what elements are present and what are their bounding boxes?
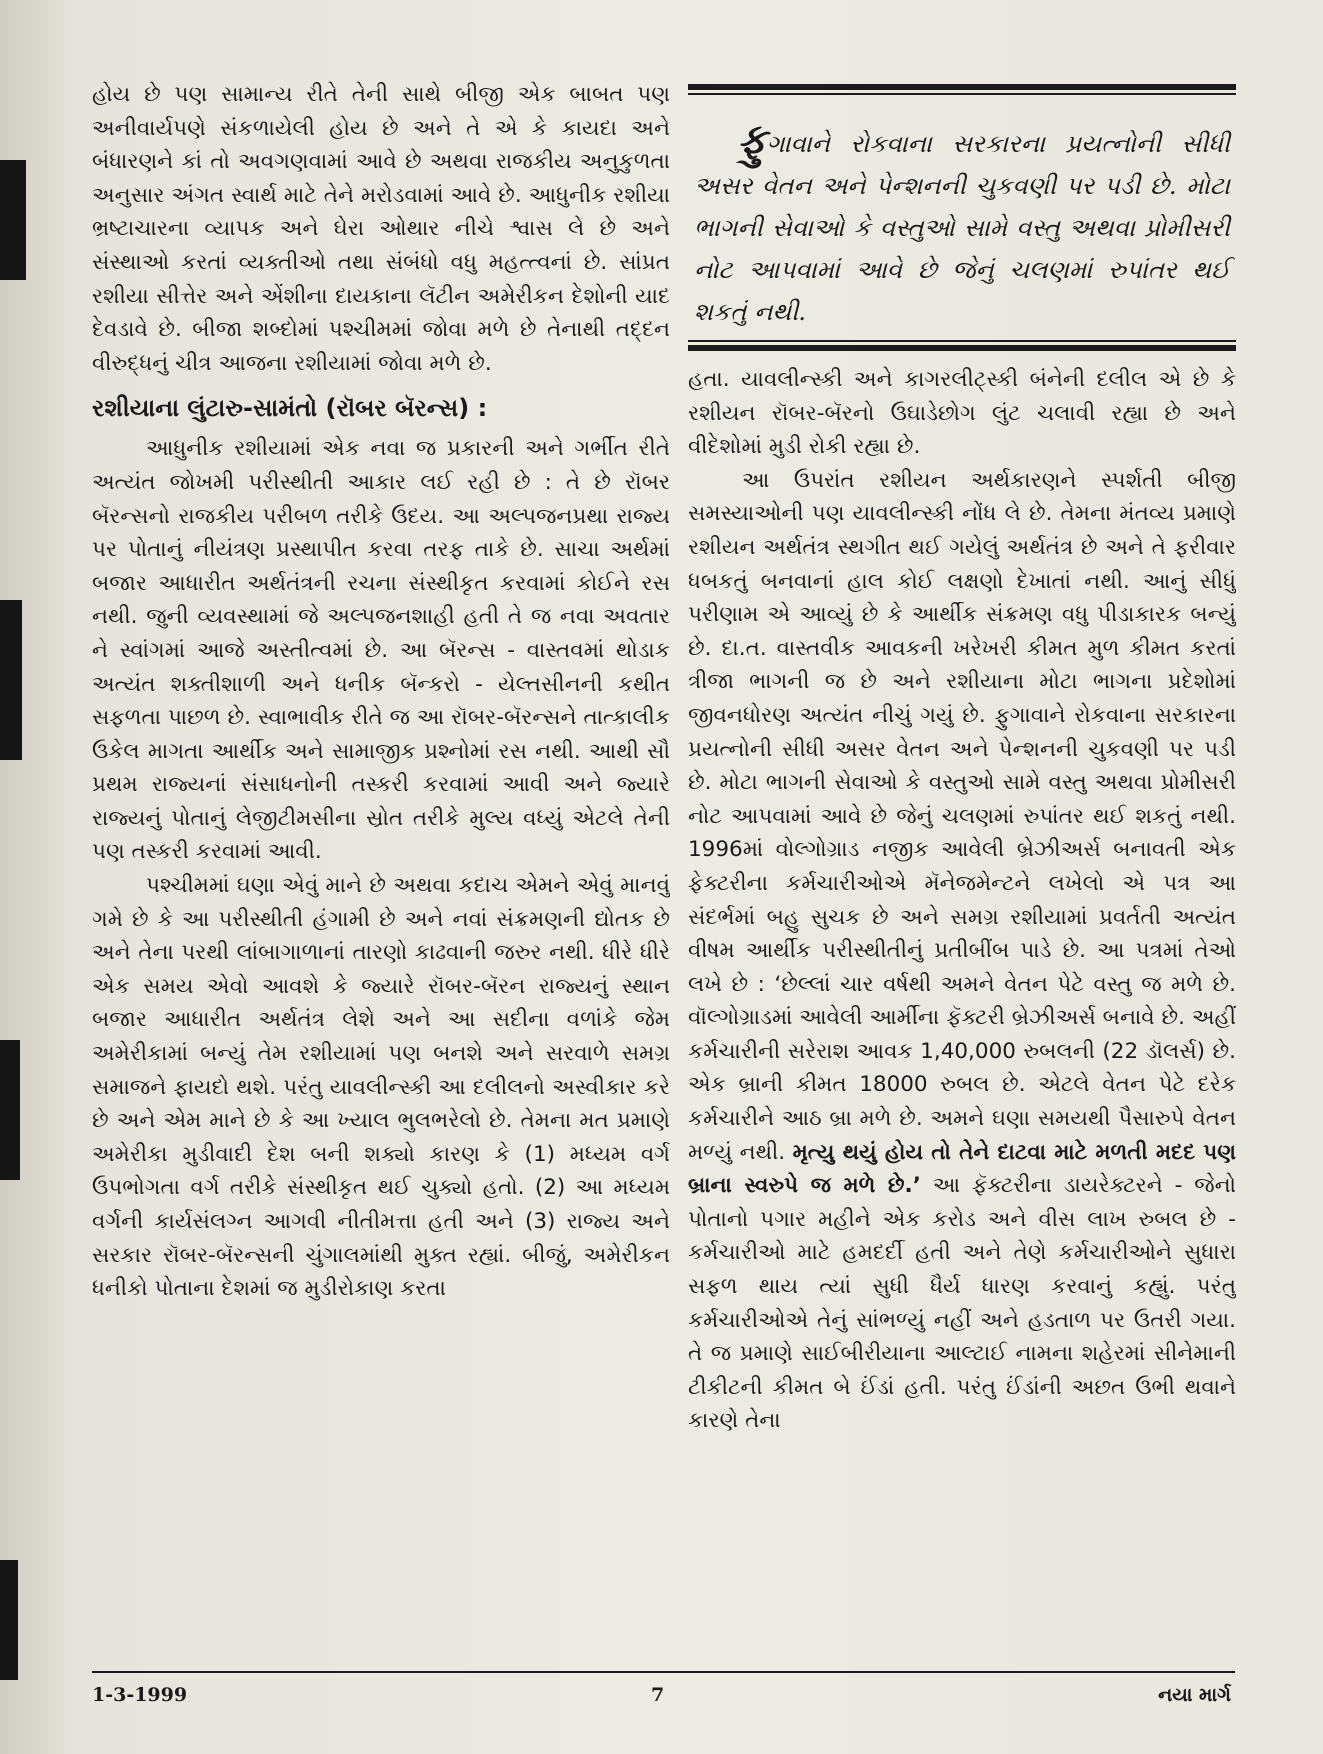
binding-mark: [0, 1560, 18, 1680]
left-paragraph-3: પશ્ચીમમાં ઘણા એવું માને છે અથવા કદાચ એમને એવું માનવું ગમે છે કે આ પરીસ્થીતી હંગામી છે અને નવાં સંક્રમણની દ્યોતક છે અને તેના પરથી લાંબાગાળાનાં તારણો કાઢવાની જરુર નથી. ધીરે ધીરે એક સમય એવો આવશે કે જ્યારે રૉબર-બૅરન રાજ્યનું સ્થાન બજાર આધારીત અર્થતંત્ર લેશે અને આ સદીના વળાંકે જેમ અમેરીકામાં બન્યું તેમ રશીયામાં પણ બનશે અને સરવાળે સમગ્ર સમાજને ફાયદો થશે. પરંતુ યાવલીન્સ્કી આ દલીલનો અસ્વીકાર કરે છે અને એમ માને છે કે આ ખ્યાલ ભુલભરેલો છે. તેમના મત પ્રમાણે અમેરીકા મુડીવાદી દેશ બની શક્યો કારણ કે (1) મધ્યમ વર્ગ ઉપભોગતા વર્ગ તરીકે સંસ્થીકૃત થઈ ચુક્યો હતો. (2) આ મધ્યમ વર્ગની કાર્યસંલગ્ન આગવી નીતીમત્તા હતી અને (3) રાજ્ય અને સરકાર રૉબર-બૅરન્સની ચુંગાલમાંથી મુક્ત રહ્યાં. બીજું, અમેરીકન ધનીકો પોતાના દેશમાં જ મુડીરોકાણ કરતા: [92, 873, 670, 1302]
pull-quote-rule: [688, 84, 1236, 90]
right-paragraph-2-text: આ ઉપરાંત રશીયન અર્થકારણને સ્પર્શતી બીજી સમસ્યાઓની પણ યાવલીન્સ્કી નોંધ લે છે. તેમના મંતવ્ય પ્રમાણે રશીયન અર્થતંત્ર સ્થગીત થઈ ગયેલું અર્થતંત્ર છે અને તે ફરીવાર ધબકતું બનવાનાં હાલ કોઈ લક્ષણો દેખાતાં નથી. આનું સીધું પરીણામ એ આવ્યું છે કે આર્થીક સંક્રમણ વધુ પીડાકારક બન્યું છે. દા.ત. વાસ્તવીક આવકની ખરેખરી કીમત મુળ કીમત કરતાં ત્રીજા ભાગની જ છે અને રશીયાના મોટા ભાગના પ્રદેશોમાં જીવનધોરણ અત્યંત નીચું ગયું છે. ફુગાવાને રોકવાના સરકારના પ્રયત્નોની સીધી અસર વેતન અને પેન્શનની ચુકવણી પર પડી છે. મોટા ભાગની સેવાઓ કે વસ્તુઓ સામે વસ્તુ અથવા પ્રોમીસરી નોટ આપવામાં આવે છે જેનું ચલણમાં રુપાંતર થઈ શકતું નથી. 1996માં વોલ્ગોગ્રાડ નજીક આવેલી બ્રેઝીઅર્સ બનાવતી એક ફેક્ટરીના કર્મચારીઓએ મૅનેજમેન્ટને લખેલો એ પત્ર આ સંદર્ભમાં બહુ સુચક છે અને સમગ્ર રશીયામાં પ્રવર્તતી અત્યંત વીષમ આર્થીક પરીસ્થીતીનું પ્રતીબીંબ પાડે છે. આ પત્રમાં તેઓ લખે છે : ‘છેલ્લાં ચાર વર્ષથી અમને વેતન પેટે વસ્તુ જ મળે છે. વૉલ્ગોગ્રાડમાં આવેલી આર્મીના ફૅક્ટરી બ્રેઝીઅર્સ બનાવે છે. અહીં કર્મચારીની સરેરાશ આવક 1,40,000 રુબલની (22 ડૉલર્સ) છે. એક બ્રાની કીમત 18000 રુબલ છે. એટલે વેતન પેટે દરેક કર્મચારીને આઠ બ્રા મળે છે. અમને ઘણા સમયથી પૈસારુપે વેતન મળ્યું નથી.: [688, 467, 1236, 1165]
binding-mark: [0, 160, 26, 280]
quoted-letter-ending: મૃત્યુ થયું હોય તો તેને દાટવા માટે મળતી મદદ પણ બ્રાના સ્વરુપે જ મળે છે.’: [688, 1139, 1236, 1199]
pull-quote-rule: [688, 93, 1236, 95]
pull-quote-box: [688, 78, 1236, 351]
footer-rule: [92, 1671, 1235, 1673]
issue-date: 1-3-1999: [92, 1684, 188, 1706]
right-paragraph-1: હતા. યાવલીન્સ્કી અને કાગરલીટ્સ્કી બંનેની દલીલ એ છે કે રશીયન રૉબર-બૅરનો ઉઘાડેછોગ લુંટ ચલાવી રહ્યા છે અને વીદેશોમાં મુડી રોકી રહ્યા છે.: [688, 367, 1236, 460]
right-paragraph-2-tail: આ ફૅક્ટરીના ડાયરેક્ટરને - જેનો પોતાનો પગાર મહીને એક કરોડ અને વીસ લાખ રુબલ છે - કર્મચારીઓ માટે હમદર્દી હતી અને તેણે કર્મચારીઓને સુધારા સફળ થાય ત્યાં સુધી ધૈર્ય ધારણ કરવાનું કહ્યું. પરંતુ કર્મચારીઓએ તેનું સાંભળ્યું નહીં અને હડતાળ પર ઉતરી ગયા. તે જ પ્રમાણે સાઈબીરીયાના આલ્ટાઈ નામના શહેરમાં સીનેમાની ટીકીટની કીમત બે ઈંડાં હતી. પરંતુ ઈંડાંની અછત ઉભી થવાને કારણે તેના: [688, 1173, 1236, 1434]
left-paragraph-2: આધુનીક રશીયામાં એક નવા જ પ્રકારની અને ગર્ભીત રીતે અત્યંત જોખમી પરીસ્થીતી આકાર લઈ રહી છે : તે છે રૉબર બૅરન્સનો રાજકીય પરીબળ તરીકે ઉદય. આ અલ્પજનપ્રથા રાજ્ય પર પોતાનું નીયંત્રણ પ્રસ્થાપીત કરવા તરફ તાકે છે. સાચા અર્થમાં બજાર આધારીત અર્થતંત્રની રચના સંસ્થીકૃત કરવામાં કોઈને રસ નથી. જુની વ્યવસ્થામાં જે અલ્પજનશાહી હતી તે જ નવા અવતાર ને સ્વાંગમાં આજે અસ્તીત્વમાં છે. આ બૅરન્સ - વાસ્તવમાં થોડાક અત્યંત શક્તીશાળી અને ધનીક બૅન્કરો - યેલ્તસીનની કથીત સફળતા પાછળ છે. સ્વાભાવીક રીતે જ આ રૉબર-બૅરન્સને તાત્કાલીક ઉકેલ માગતા આર્થીક અને સામાજીક પ્રશ્નોમાં રસ નથી. આથી સૌ પ્રથમ રાજ્યનાં સંસાધનોની તસ્કરી કરવામાં આવી અને જ્યારે રાજ્યનું પોતાનું લેજીટીમસીના સ્રોત તરીકે મુલ્ય વધ્યું એટલે તેની પણ તસ્કરી કરવામાં આવી.: [92, 436, 670, 865]
right-column: [688, 78, 1236, 1656]
page-number: 7: [651, 1684, 665, 1706]
binding-mark: [0, 600, 22, 760]
pull-quote-rule: [688, 345, 1236, 351]
binding-mark: [0, 1040, 20, 1180]
pull-quote-rule: [688, 340, 1236, 342]
section-heading: રશીયાના લુંટારુ-સામંતો (રૉબર બૅરન્સ) :: [92, 394, 488, 423]
publication-name: નયા માર્ગ: [1158, 1684, 1231, 1706]
left-paragraph-1: હોય છે પણ સામાન્ય રીતે તેની સાથે બીજી એક બાબત પણ અનીવાર્યપણે સંકળાયેલી હોય છે અને તે એ કે કાયદા અને બંધારણને કાં તો અવગણવામાં આવે છે અથવા રાજકીય અનુકુળતા અનુસાર અંગત સ્વાર્થ માટે તેને મરોડવામાં આવે છે. આધુનીક રશીયા ભ્રષ્ટાચારના વ્યાપક અને ઘેરા ઓથાર નીચે શ્વાસ લે છે અને સંસ્થાઓ કરતાં વ્યક્તીઓ તથા સંબંધો વધુ મહત્ત્વનાં છે. સાંપ્રત રશીયા સીત્તેર અને એંશીના દાયકાના લૅટીન અમેરીકન દેશોની યાદ દેવડાવે છે. બીજા શબ્દોમાં પશ્ચીમમાં જોવા મળે છે તેનાથી તદ્દન વીરુદ્ધનું ચીત્ર આજના રશીયામાં જોવા મળે છે.: [92, 82, 670, 376]
pull-quote-text: ફુગાવાને રોકવાના સરકારના પ્રયત્નોની સીધી અસર વેતન અને પેન્શનની ચુકવણી પર પડી છે. મોટા ભાગની સેવાઓ કે વસ્તુઓ સામે વસ્તુ અથવા પ્રોમીસરી નોટ આપવામાં આવે છે જેનું ચલણમાં રુપાંતર થઈ શકતું નથી.: [694, 115, 1230, 326]
left-column: [92, 78, 670, 1656]
right-paragraph-2: [688, 464, 1236, 1438]
